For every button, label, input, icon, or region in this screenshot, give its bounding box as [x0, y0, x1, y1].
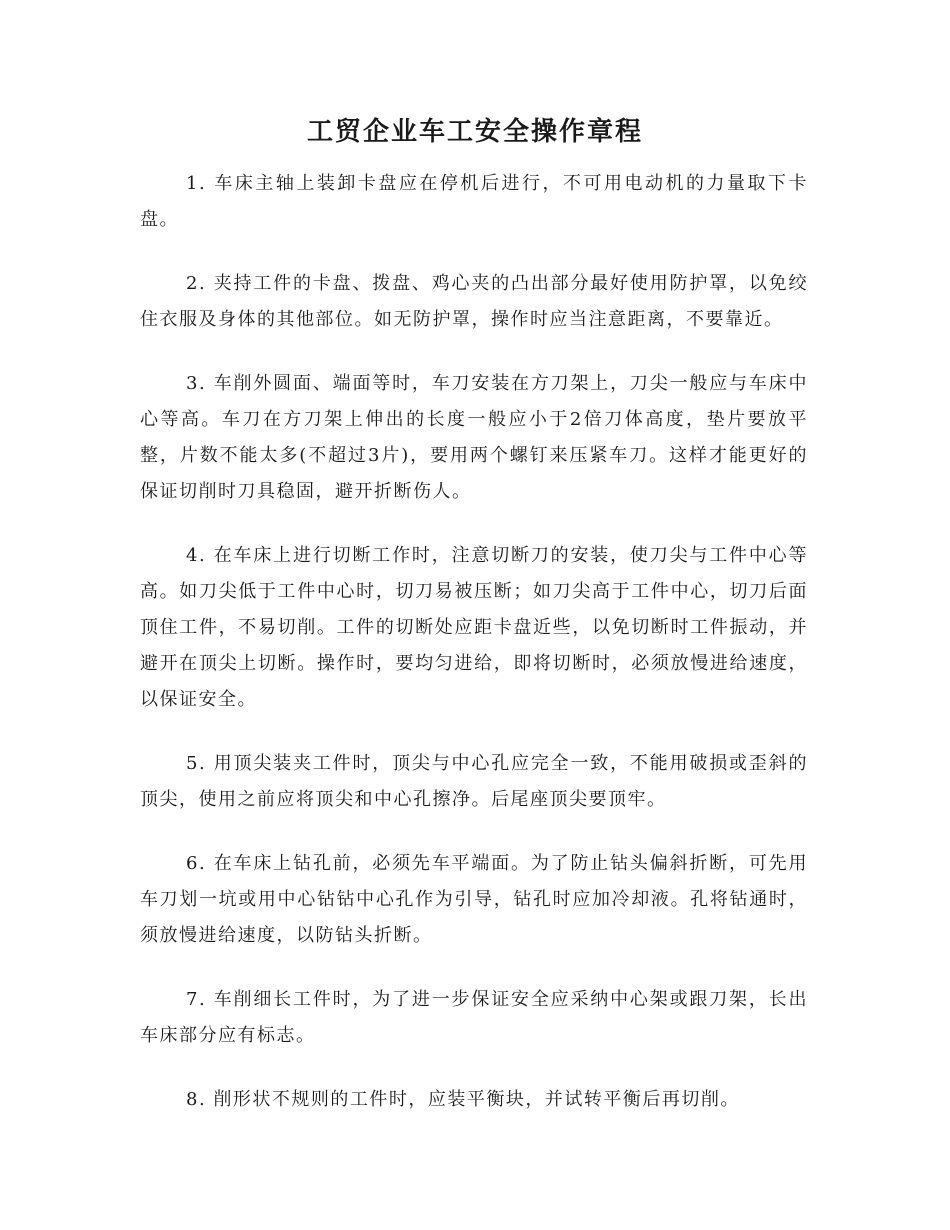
paragraph-5: 5. 用顶尖装夹工件时，顶尖与中心孔应完全一致，不能用破损或歪斜的顶尖，使用之前应将顶尖和中心孔擦净。后尾座顶尖要顶牢。	[140, 753, 808, 810]
paragraph-4: 4. 在车床上进行切断工作时，注意切断刀的安装，使刀尖与工件中心等高。如刀尖低于工件中心时，切刀易被压断；如刀尖高于工件中心，切刀后面顶住工件，不易切削。工件的切断处应距卡盘近些，以免切断时工件振动，并避开在顶尖上切断。操作时，要均匀进给，即将切断时，必须放慢进给速度，以保证安全。	[140, 545, 808, 710]
paragraph-1: 1. 车床主轴上装卸卡盘应在停机后进行，不可用电动机的力量取下卡盘。	[140, 173, 808, 230]
paragraph-7: 7. 车削细长工件时，为了进一步保证安全应采纳中心架或跟刀架，长出车床部分应有标志。	[140, 989, 808, 1046]
paragraph-8: 8. 削形状不规则的工件时，应装平衡块，并试转平衡后再切削。	[186, 1089, 740, 1110]
paragraph-6: 6. 在车床上钻孔前，必须先车平端面。为了防止钻头偏斜折断，可先用车刀划一坑或用中心钻钻中心孔作为引导，钻孔时应加冷却液。孔将钻通时，须放慢进给速度，以防钻头折断。	[140, 853, 808, 946]
document-body	[140, 166, 808, 1146]
paragraph-2: 2. 夹持工件的卡盘、拨盘、鸡心夹的凸出部分最好使用防护罩，以免绞住衣服及身体的其他部位。如无防护罩，操作时应当注意距离，不要靠近。	[140, 273, 808, 330]
paragraph-3: 3. 车削外圆面、端面等时，车刀安装在方刀架上，刀尖一般应与车床中心等高。车刀在方刀架上伸出的长度一般应小于2倍刀体高度，垫片要放平整，片数不能太多(不超过3片)，要用两个螺钉来压紧车刀。这样才能更好的保证切削时刀具稳固，避开折断伤人。	[140, 373, 808, 502]
document-title: 工贸企业车工安全操作章程	[306, 117, 643, 147]
